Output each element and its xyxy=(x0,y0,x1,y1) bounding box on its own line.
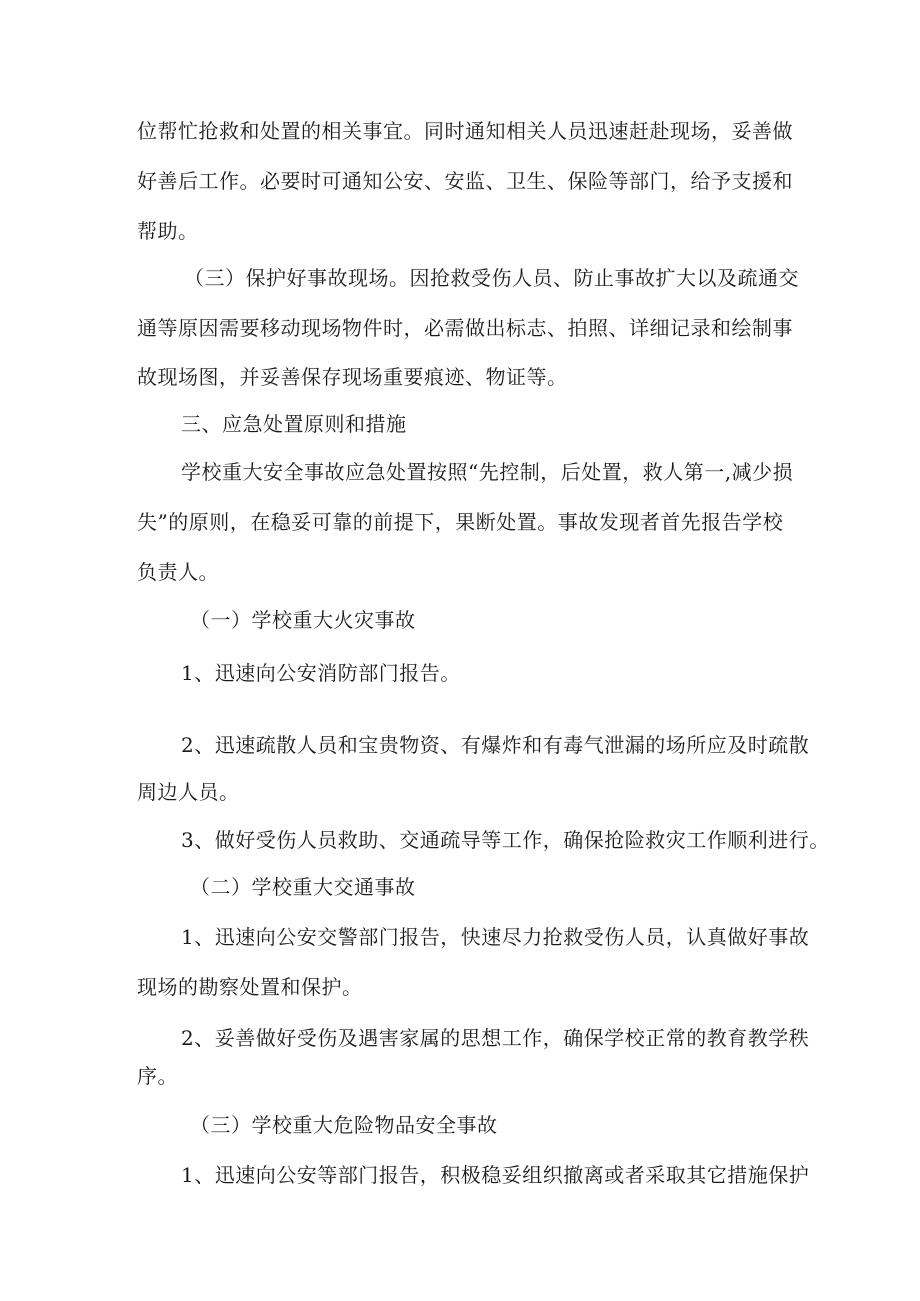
text-line: 现场的勘察处置和保护。 xyxy=(137,975,363,999)
text-line: 3、做好受伤人员救助、交通疏导等工作，确保抢险救灾工作顺利进行。 xyxy=(181,828,830,852)
section-heading: 三、应急处置原则和措施 xyxy=(181,412,407,436)
text-line: 帮助。 xyxy=(137,219,199,243)
text-line: 1、迅速向公安等部门报告，积极稳妥组织撤离或者采取其它措施保护 xyxy=(181,1163,810,1187)
text-line: （三）保护好事故现场。因抢救受伤人员、防止事故扩大以及疏通交 xyxy=(184,266,799,290)
text-line: 2、妥善做好受伤及遇害家属的思想工作，确保学校正常的教育教学秩 xyxy=(181,1026,810,1050)
subsection-heading: （一）学校重大火灾事故 xyxy=(190,608,416,632)
text-line: 好善后工作。必要时可通知公安、安监、卫生、保险等部门，给予支援和 xyxy=(137,169,793,193)
text-line: 周边人员。 xyxy=(137,780,240,804)
text-line: 位帮忙抢救和处置的相关事宜。同时通知相关人员迅速赶赴现场，妥善做 xyxy=(137,119,793,143)
text-line: 2、迅速疏散人员和宝贵物资、有爆炸和有毒气泄漏的场所应及时疏散 xyxy=(181,733,810,757)
text-line: 序。 xyxy=(137,1064,178,1088)
subsection-heading: （二）学校重大交通事故 xyxy=(190,875,416,899)
text-line: 故现场图，并妥善保存现场重要痕迹、物证等。 xyxy=(137,365,568,389)
subsection-heading: （三）学校重大危险物品安全事故 xyxy=(190,1113,498,1137)
text-line: 1、迅速向公安消防部门报告。 xyxy=(181,661,461,685)
text-line: 1、迅速向公安交警部门报告，快速尽力抢救受伤人员，认真做好事故 xyxy=(181,925,810,949)
text-line: 通等原因需要移动现场物件时，必需做出标志、拍照、详细记录和绘制事 xyxy=(137,316,793,340)
text-line: 负责人。 xyxy=(137,560,219,584)
text-line: 失”的原则，在稳妥可靠的前提下，果断处置。事故发现者首先报告学校 xyxy=(137,510,784,534)
text-line: 学校重大安全事故应急处置按照“先控制，后处置，救人第一,减少损 xyxy=(181,460,794,484)
